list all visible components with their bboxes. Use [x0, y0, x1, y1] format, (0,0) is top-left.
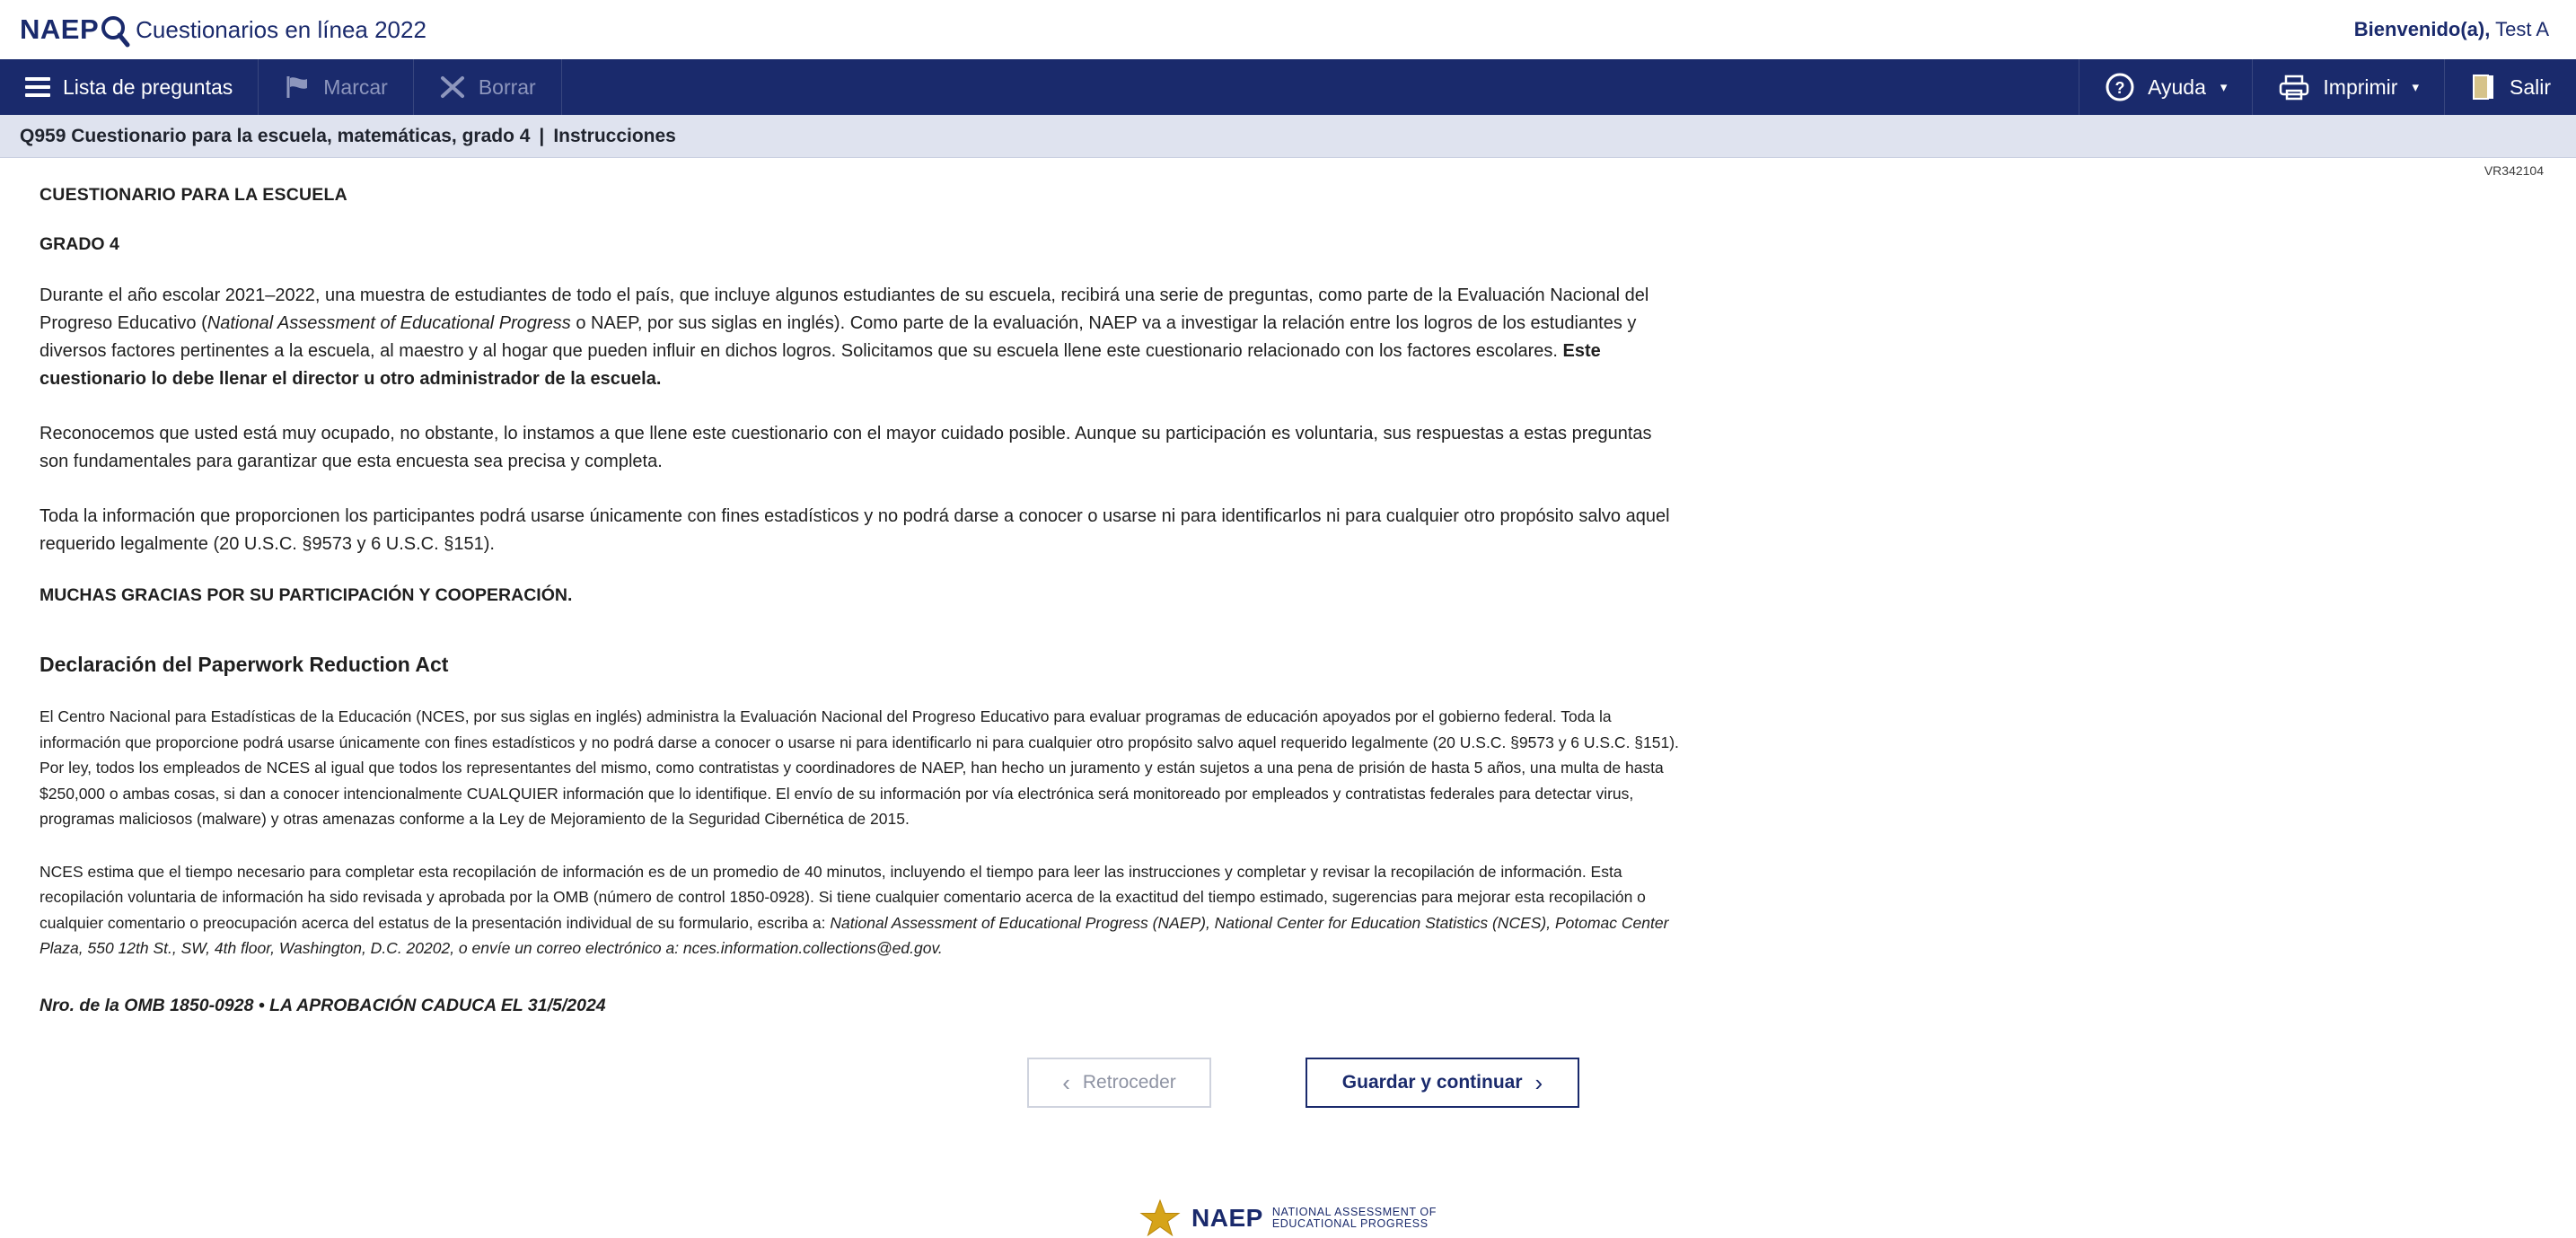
toolbar-mark[interactable] [259, 59, 414, 115]
chevron-left-icon: ‹ [1062, 1068, 1070, 1096]
page-title: CUESTIONARIO PARA LA ESCUELA [40, 185, 347, 205]
welcome-area [2354, 18, 2549, 41]
save-button-label: Guardar y continuar [1341, 1071, 1523, 1093]
printer-icon [2278, 74, 2310, 101]
back-button[interactable] [1027, 1058, 1211, 1108]
paperwork-paragraph-2-text: NCES estima que el tiempo necesario para completar esta recopilación de información es de un promedio de 40 minutos, incluyendo el tiempo para leer las instrucciones y completar y revisar la recopilación de información. Esta recopilación voluntaria de información ha sido revisada y aprobada por la OMB (número de control 1850-0928). Si tiene cualquier comentario acerca de la exactitud del tiempo estimado, sugerencias para mejorar esta recopilación o cualquier comentario o preocupación acerca del estatus de la presentación individual de su formulario, escriba a: [40, 862, 1646, 932]
toolbar-print[interactable] [2252, 59, 2444, 115]
welcome-label: Bienvenido(a), [2353, 18, 2491, 40]
chevron-down-icon: ▾ [2412, 80, 2419, 95]
instructions-body [40, 185, 1736, 1108]
paragraph-intro-italic: National Assessment of Educational Progress [207, 313, 571, 333]
paragraph-voluntary: Reconocemos que usted está muy ocupado, no obstante, lo instamos a que llene este cuestionario con el mayor cuidado posible. Aunque su participación es voluntaria, sus respuestas a estas preguntas son fundamentales para garantizar que esta encuesta sea precisa y completa. [40, 424, 1652, 471]
app-title: Cuestionarios en línea 2022 [136, 15, 426, 43]
grade-label: GRADO 4 [40, 234, 119, 254]
main-toolbar [0, 59, 2576, 115]
paragraph-confidentiality: Toda la información que proporcionen los participantes podrá usarse únicamente con fines estadísticos y no podrá darse a conocer o usarse ni para identificarlos ni para cualquier otro propósito salvo aquel requerido legalmente (20 U.S.C. §9573 y 6 U.S.C. §151). [40, 506, 1670, 554]
welcome-username: Test A [2495, 18, 2549, 40]
save-and-continue-button[interactable] [1306, 1058, 1579, 1108]
exit-door-icon [2470, 73, 2497, 101]
svg-text:?: ? [2114, 79, 2125, 97]
version-code: VR342104 [2484, 163, 2544, 178]
brand-bar [0, 0, 2576, 59]
section-name: Instrucciones [553, 125, 676, 146]
toolbar-spacer [562, 59, 2079, 115]
magnifier-q-icon [100, 15, 130, 48]
questionnaire-name: Q959 Cuestionario para la escuela, matemáticas, grado 4 [20, 125, 531, 146]
toolbar-clear[interactable] [414, 59, 562, 115]
paragraph-intro-part2: o NAEP, por sus siglas en inglés). Como parte de la evaluación, NAEP va a investigar la relación entre los logros de los estudiantes y diversos factores pertinentes a la escuela, al maestro y al hogar que pueden influir en dichos logros. Solicitamos que su escuela llene este cuestionario relacionado con los factores escolares. [40, 313, 1637, 361]
content-area [0, 158, 2576, 1108]
toolbar-right-group [2079, 59, 2576, 115]
toolbar-mark-label: Marcar [323, 75, 388, 99]
navigation-buttons [1027, 1058, 1736, 1108]
flag-icon [284, 75, 311, 100]
star-icon [1139, 1198, 1181, 1238]
toolbar-clear-label: Borrar [478, 75, 536, 99]
naep-logo-text: NAEP [20, 13, 100, 45]
chevron-right-icon: › [1534, 1068, 1543, 1096]
toolbar-print-label: Imprimir [2323, 75, 2398, 99]
paperwork-address-italic: National Assessment of Educational Progress (NAEP), National Center for Education Statistics (NCES), Potomac Center Plaza, 550 12th St., SW, 4th floor, Washington, D.C. 20202, o envíe un correo electrónico a: nces.information.collections@ed.gov. [40, 913, 1669, 957]
footer-line-2: EDUCATIONAL PROGRESS [1271, 1217, 1429, 1230]
naep-logo [20, 13, 426, 46]
toolbar-help-label: Ayuda [2148, 75, 2206, 99]
back-button-label: Retroceder [1082, 1071, 1176, 1093]
toolbar-exit-label: Salir [2509, 75, 2551, 99]
thanks-line: MUCHAS GRACIAS POR SU PARTICIPACIÓN Y COOPERACIÓN. [40, 585, 573, 605]
x-icon [439, 75, 466, 100]
paragraph-intro-bold: Este cuestionario lo debe llenar el director u otro administrador de la escuela. [40, 341, 1601, 389]
footer [0, 1188, 2576, 1238]
footer-line-1: NATIONAL ASSESSMENT OF [1271, 1205, 1437, 1218]
questionnaire-subheader [0, 115, 2576, 158]
paragraph-intro [40, 282, 1683, 393]
omb-approval-line: Nro. de la OMB 1850-0928 • LA APROBACIÓN CADUCA EL 31/5/2024 [40, 995, 606, 1015]
paperwork-section-title: Declaración del Paperwork Reduction Act [40, 653, 449, 676]
toolbar-question-list[interactable] [0, 59, 259, 115]
subheader-separator: | [539, 125, 545, 146]
toolbar-help[interactable] [2079, 59, 2252, 115]
footer-logo [1139, 1198, 1437, 1238]
footer-naep-text: NAEP [1191, 1204, 1263, 1232]
paperwork-paragraph-1: El Centro Nacional para Estadísticas de la Educación (NCES, por sus siglas en inglés) administra la Evaluación Nacional del Progreso Educativo para evaluar programas de educación apoyados por el gobierno federal. Toda la información que proporcione podrá usarse únicamente con fines estadísticos y no podrá darse a conocer o usarse ni para identificarlo ni para cualquier otro propósito salvo aquel requerido legalmente (20 U.S.C. §9573 y 6 U.S.C. §151). Por ley, todos los empleados de NCES al igual que todos los representantes del mismo, como contratistas y coordinadores de NAEP, han hecho un juramento y están sujetos a una pena de prisión de hasta 5 años, una multa de hasta $250,000 o ambas cosas, si dan a conocer intencionalmente CUALQUIER información que lo identifique. El envío de su información por vía electrónica será monitoreado por empleados y contratistas federales para detectar virus, programas maliciosos (malware) y otras amenazas conforme a la Ley de Mejoramiento de la Seguridad Cibernética de 2015. [40, 707, 1679, 828]
list-icon [25, 77, 50, 97]
toolbar-exit[interactable] [2444, 59, 2576, 115]
question-circle-icon [2105, 72, 2135, 102]
paragraph-intro-part1: Durante el año escolar 2021–2022, una muestra de estudiantes de todo el país, que incluye algunos estudiantes de su escuela, recibirá una serie de preguntas, como parte de la Evaluación Nacional del Progreso Educativo ( [40, 285, 1649, 333]
toolbar-question-list-label: Lista de preguntas [63, 75, 233, 99]
paperwork-paragraph-2 [40, 859, 1683, 961]
chevron-down-icon: ▾ [2220, 80, 2228, 95]
